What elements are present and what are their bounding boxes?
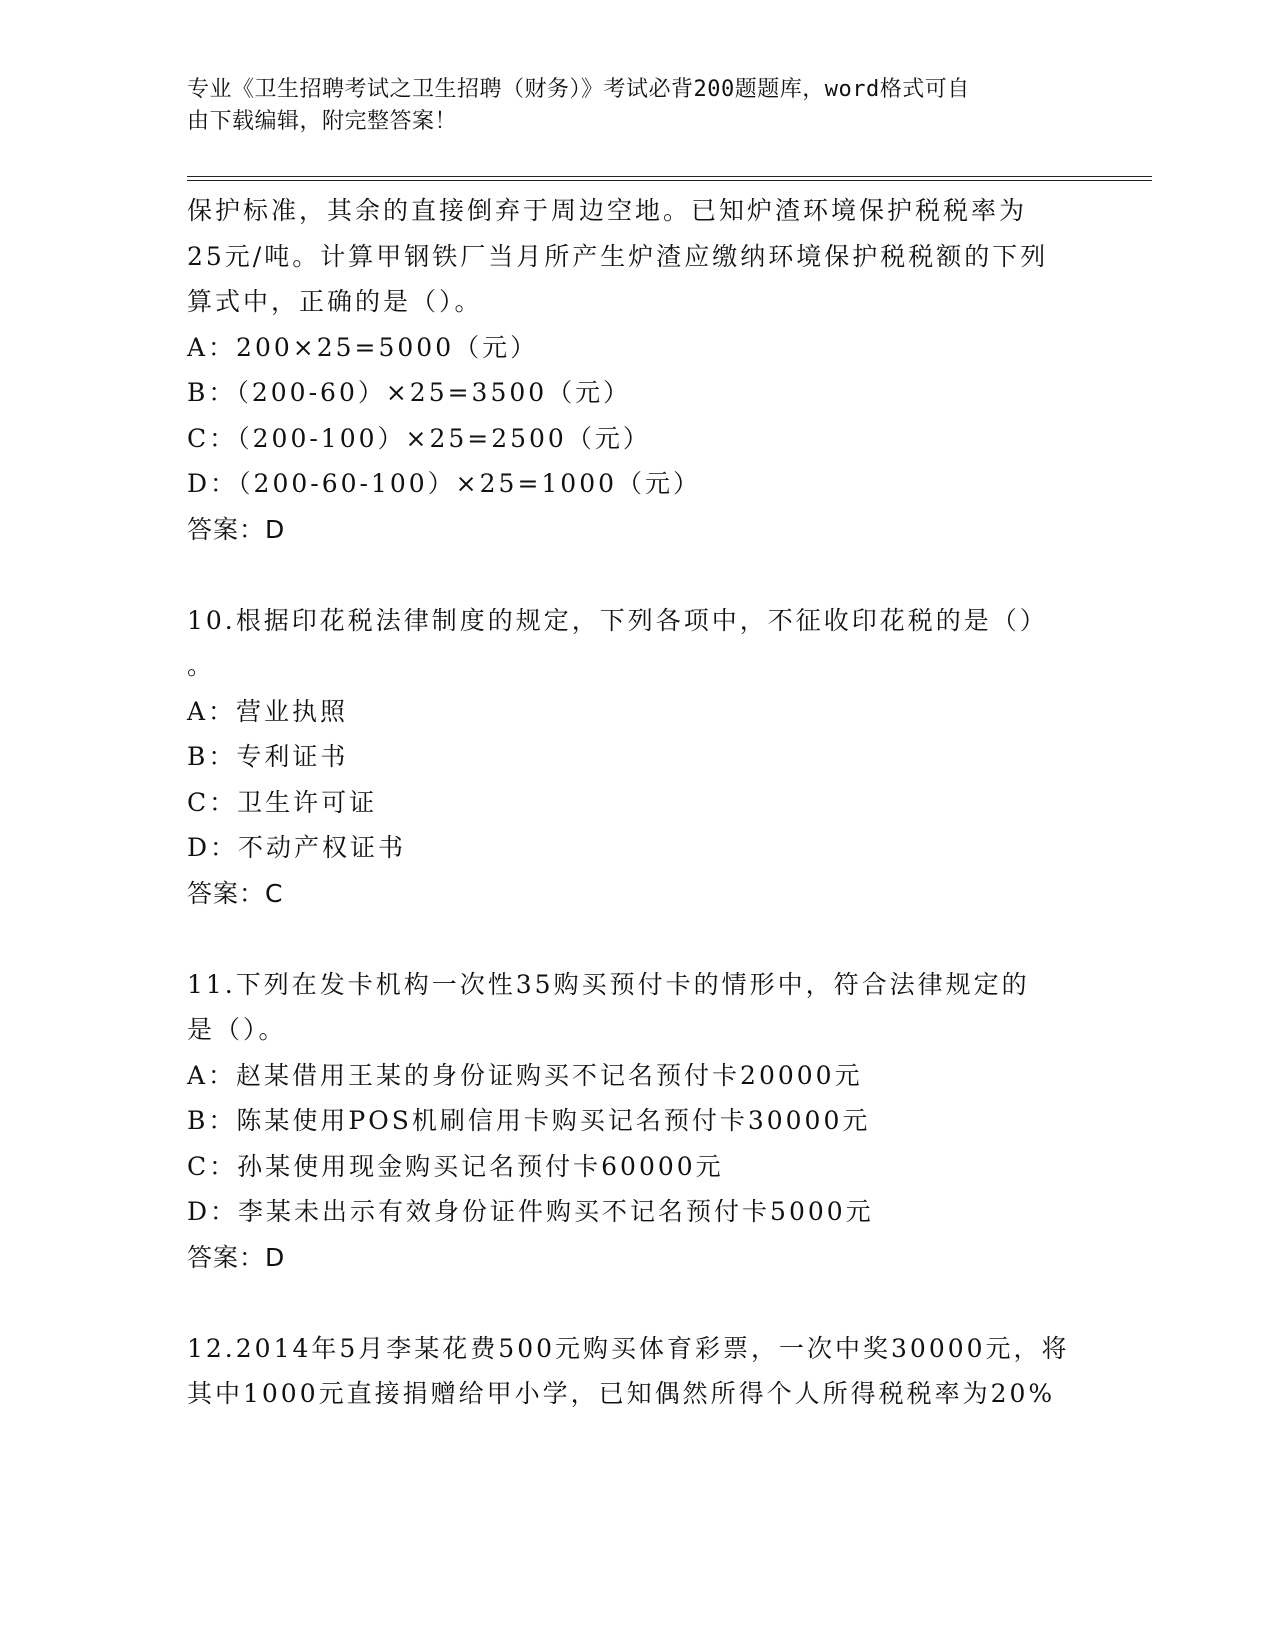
question-10 [187, 598, 1087, 917]
option-d: D：李某未出示有效身份证件购买不记名预付卡5000元 [187, 1197, 874, 1226]
question-text-line: 是（）。 [187, 1015, 287, 1044]
option-d: D：不动产权证书 [187, 833, 407, 862]
question-12 [187, 1326, 1087, 1417]
question-text-line: 11.下列在发卡机构一次性35购买预付卡的情形中，符合法律规定的 [187, 969, 1030, 999]
header-divider [187, 176, 1152, 181]
header-line-2: 由下载编辑，附完整答案！ [187, 109, 458, 134]
question-11 [187, 962, 1087, 1281]
page-header [187, 74, 1067, 138]
question-text-line: 12.2014年5月李某花费500元购买体育彩票，一次中奖30000元，将 [187, 1333, 1070, 1363]
answer-line: 答案：D [187, 1242, 286, 1272]
option-b: B：陈某使用POS机刷信用卡购买记名预付卡30000元 [187, 1106, 871, 1135]
question-9 [187, 188, 1087, 552]
option-a: A：营业执照 [187, 696, 349, 726]
option-b: B：（200-60）×25=3500（元） [187, 378, 632, 407]
question-text-line: 25元/吨。计算甲钢铁厂当月所产生炉渣应缴纳环境保护税税额的下列 [187, 241, 1049, 271]
question-text-line: 保护标准，其余的直接倒弃于周边空地。已知炉渣环境保护税税率为 [187, 196, 1028, 225]
header-line-1: 专业《卫生招聘考试之卫生招聘（财务）》考试必背200题题库，word格式可自 [187, 77, 970, 102]
option-c: C：卫生许可证 [187, 787, 378, 817]
exam-content [187, 188, 1087, 1417]
answer-line: 答案：C [187, 878, 284, 908]
option-b: B：专利证书 [187, 742, 349, 771]
option-d: D：（200-60-100）×25=1000（元） [187, 469, 702, 498]
answer-line: 答案：D [187, 514, 286, 544]
spacer [187, 916, 1087, 962]
question-text-line: 其中1000元直接捐赠给甲小学，已知偶然所得个人所得税税率为20% [187, 1379, 1056, 1408]
spacer [187, 552, 1087, 598]
option-c: C：（200-100）×25=2500（元） [187, 423, 651, 453]
question-text-line: 10.根据印花税法律制度的规定，下列各项中，不征收印花税的是（） [187, 605, 1048, 635]
option-c: C：孙某使用现金购买记名预付卡60000元 [187, 1151, 724, 1181]
spacer [187, 1280, 1087, 1326]
question-text-line: 算式中，正确的是（）。 [187, 287, 483, 316]
option-a: A：200×25=5000（元） [187, 332, 539, 362]
option-a: A：赵某借用王某的身份证购买不记名预付卡20000元 [187, 1060, 863, 1090]
question-text-line: 。 [187, 651, 216, 680]
